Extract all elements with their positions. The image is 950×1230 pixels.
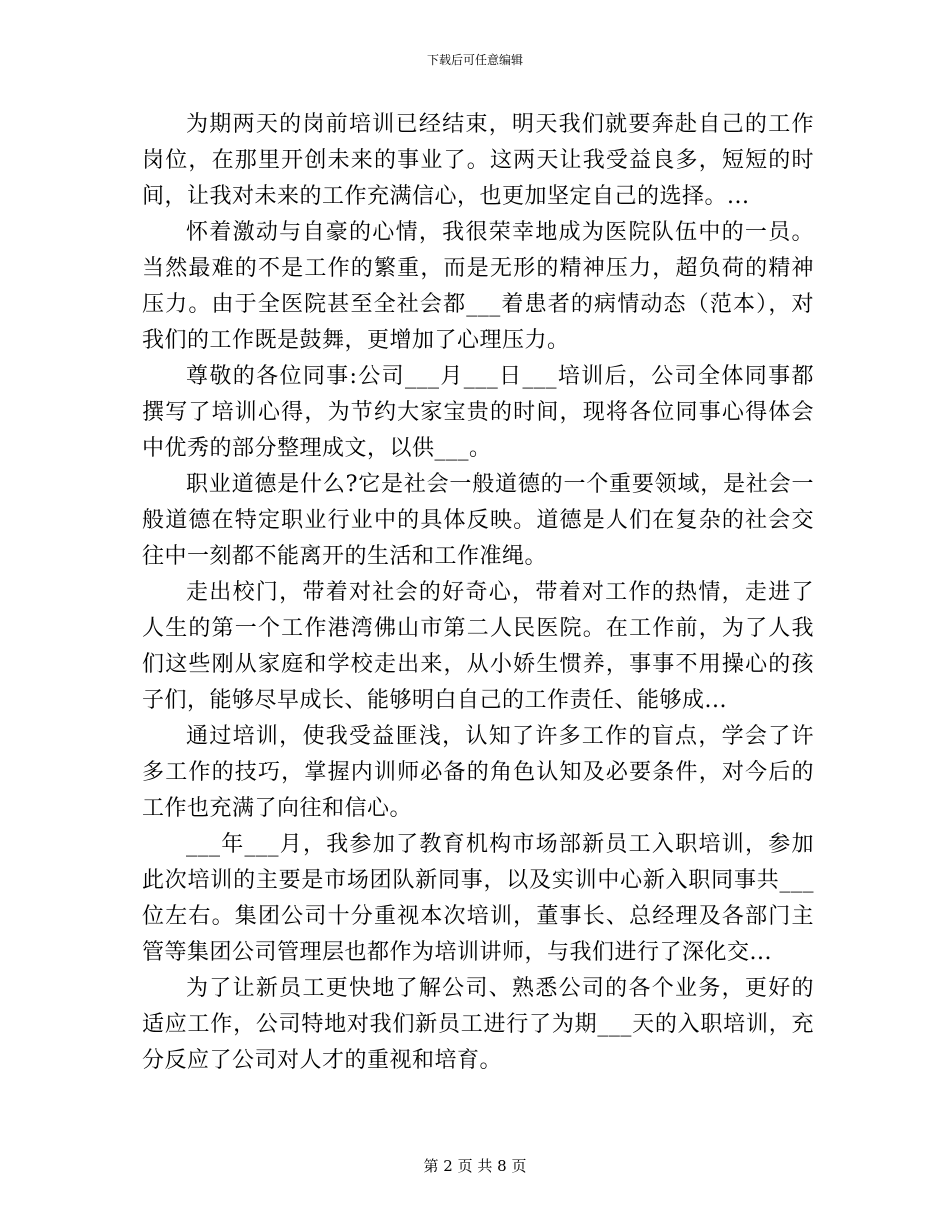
paragraph: ___年___月，我参加了教育机构市场部新员工入职培训，参加此次培训的主要是市场团队新同事，以及实训中心新入职同事共___位左右。集团公司十分重视本次培训，董事长、总经理及各部门主管等集团公司管理层也都作为培训讲师，与我们进行了深化交... <box>142 832 814 965</box>
page-number-footer: 第 2 页 共 8 页 <box>423 1157 527 1175</box>
paragraph: 通过培训，使我受益匪浅，认知了许多工作的盲点，学会了许多工作的技巧，掌握内训师必备的角色认知及必要条件，对今后的工作也充满了向往和信心。 <box>142 724 814 821</box>
paragraph: 尊敬的各位同事:公司___月___日___培训后，公司全体同事都撰写了培训心得，为节约大家宝贵的时间，现将各位同事心得体会中优秀的部分整理成文，以供___。 <box>142 364 814 461</box>
page-header: 下载后可任意编辑 <box>426 53 523 67</box>
paragraph: 为了让新员工更快地了解公司、熟悉公司的各个业务，更好的适应工作，公司特地对我们新员工进行了为期___天的入职培训，充分反应了公司对人才的重视和培育。 <box>142 976 814 1073</box>
paragraph: 走出校门，带着对社会的好奇心，带着对工作的热情，走进了人生的第一个工作港湾佛山市第二人民医院。在工作前，为了人我们这些刚从家庭和学校走出来，从小娇生惯养，事事不用操心的孩子们，能够尽早成长、能够明白自己的工作责任、能够成... <box>142 580 814 713</box>
paragraph: 职业道德是什么?它是社会一般道德的一个重要领域，是社会一般道德在特定职业行业中的具体反映。道德是人们在复杂的社会交往中一刻都不能离开的生活和工作准绳。 <box>142 472 814 569</box>
paragraph: 为期两天的岗前培训已经结束，明天我们就要奔赴自己的工作岗位，在那里开创未来的事业了。这两天让我受益良多，短短的时间，让我对未来的工作充满信心，也更加坚定自己的选择。... <box>142 112 814 209</box>
document-body <box>142 107 814 1079</box>
paragraph: 怀着激动与自豪的心情，我很荣幸地成为医院队伍中的一员。当然最难的不是工作的繁重，而是无形的精神压力，超负荷的精神压力。由于全医院甚至全社会都___着患者的病情动态（范本），对我们的工作既是鼓舞，更增加了心理压力。 <box>142 220 814 353</box>
